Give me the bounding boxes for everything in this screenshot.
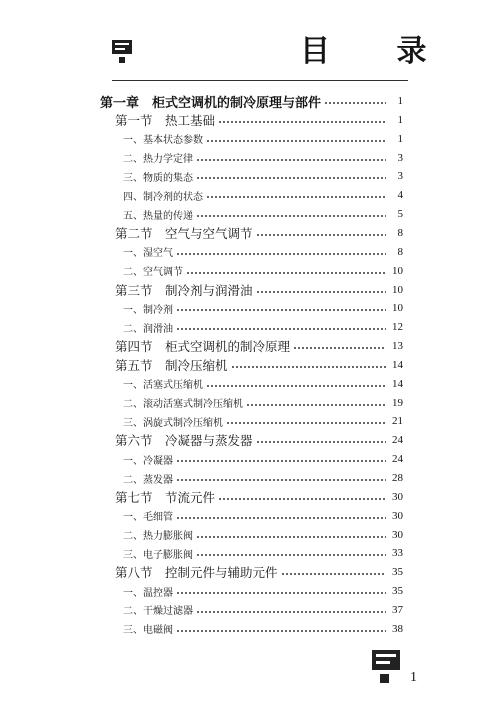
toc-leader-dots	[293, 347, 386, 349]
toc-leader-dots	[196, 159, 386, 161]
toc-entry-page: 30	[392, 509, 403, 522]
toc-entry-page: 13	[392, 340, 403, 353]
toc-entry-page: 3	[397, 151, 403, 164]
toc-leader-dots	[196, 554, 386, 556]
toc-entry-page: 30	[392, 490, 403, 503]
toc-entry-title: 第六节 冷凝器与蒸发器	[115, 433, 253, 449]
header-logo-icon	[112, 40, 134, 66]
toc-section-entry[interactable]	[115, 562, 403, 582]
toc-section-entry[interactable]	[115, 223, 403, 243]
toc-subsection-entry[interactable]	[123, 393, 403, 413]
toc-subsection-entry[interactable]	[123, 619, 403, 639]
toc-entry-page: 1	[397, 132, 403, 145]
toc-leader-dots	[256, 441, 386, 443]
toc-chapter-entry[interactable]	[100, 91, 403, 111]
toc-entry-title: 一、湿空气	[123, 248, 173, 260]
toc-subsection-entry[interactable]	[123, 525, 403, 545]
toc-subsection-entry[interactable]	[123, 185, 403, 205]
toc-leader-dots	[176, 630, 386, 632]
toc-entry-title: 五、热量的传递	[123, 210, 193, 222]
toc-entry-title: 一、制冷剂	[123, 304, 173, 316]
toc-entry-title: 二、热力膨胀阀	[123, 531, 193, 543]
toc-leader-dots	[281, 573, 386, 575]
toc-leader-dots	[226, 422, 386, 424]
toc-subsection-entry[interactable]	[123, 242, 403, 262]
toc-entry-title: 第四节 柜式空调机的制冷原理	[115, 339, 291, 355]
toc-entry-title: 一、冷凝器	[123, 455, 173, 467]
toc-leader-dots	[206, 196, 386, 198]
toc-leader-dots	[256, 234, 386, 236]
toc-entry-title: 二、热力学定律	[123, 154, 193, 166]
toc-entry-title: 二、干燥过滤器	[123, 606, 193, 618]
toc-subsection-entry[interactable]	[123, 374, 403, 394]
toc-leader-dots	[231, 366, 386, 368]
toc-entry-page: 24	[392, 453, 403, 466]
toc-section-entry[interactable]	[115, 430, 403, 450]
toc-entry-title: 第五节 制冷压缩机	[115, 357, 228, 373]
toc-section-entry[interactable]	[115, 487, 403, 507]
toc-leader-dots	[176, 517, 386, 519]
toc-entry-title: 一、基本状态参数	[123, 135, 203, 147]
title-rule	[112, 80, 408, 81]
toc-leader-dots	[176, 328, 386, 330]
toc-entry-title: 三、电子膨胀阀	[123, 549, 193, 561]
toc-entry-page: 38	[392, 622, 403, 635]
toc-entry-page: 12	[392, 321, 403, 334]
toc-section-entry[interactable]	[115, 336, 403, 356]
toc-section-entry[interactable]	[115, 110, 403, 130]
toc-entry-page: 33	[392, 547, 403, 560]
toc-entry-page: 19	[392, 396, 403, 409]
toc-subsection-entry[interactable]	[123, 298, 403, 318]
toc-entry-page: 5	[397, 208, 403, 221]
toc-subsection-entry[interactable]	[123, 543, 403, 563]
toc-subsection-entry[interactable]	[123, 148, 403, 168]
toc-entry-page: 10	[392, 283, 403, 296]
toc-subsection-entry[interactable]	[123, 204, 403, 224]
toc-leader-dots	[196, 177, 386, 179]
toc-leader-dots	[218, 121, 386, 123]
toc-leader-dots	[176, 592, 386, 594]
toc-entry-title: 第七节 节流元件	[115, 489, 216, 505]
toc-entry-page: 8	[397, 226, 403, 239]
toc-entry-title: 第一节 热工基础	[115, 112, 216, 128]
toc-entry-title: 二、润滑油	[123, 323, 173, 335]
toc-leader-dots	[196, 536, 386, 538]
toc-entry-title: 第一章 柜式空调机的制冷原理与部件	[100, 95, 322, 111]
toc-entry-page: 1	[397, 113, 403, 126]
toc-leader-dots	[196, 215, 386, 217]
toc-leader-dots	[186, 272, 386, 274]
toc-leader-dots	[176, 479, 386, 481]
toc-leader-dots	[176, 253, 386, 255]
toc-subsection-entry[interactable]	[123, 506, 403, 526]
toc-subsection-entry[interactable]	[123, 166, 403, 186]
toc-leader-dots	[246, 404, 386, 406]
page-title: 目 录	[300, 34, 455, 69]
toc-entry-page: 10	[392, 302, 403, 315]
toc-leader-dots	[196, 611, 386, 613]
toc-entry-page: 10	[392, 264, 403, 277]
toc-entry-page: 14	[392, 377, 403, 390]
toc-entry-title: 二、蒸发器	[123, 474, 173, 486]
toc-leader-dots	[206, 140, 386, 142]
toc-subsection-entry[interactable]	[123, 468, 403, 488]
toc-entry-title: 一、活塞式压缩机	[123, 380, 203, 392]
toc-subsection-entry[interactable]	[123, 261, 403, 281]
toc-section-entry[interactable]	[115, 280, 403, 300]
toc-entry-page: 3	[397, 170, 403, 183]
toc-leader-dots	[176, 460, 386, 462]
toc-entry-page: 28	[392, 472, 403, 484]
toc-subsection-entry[interactable]	[123, 600, 403, 620]
toc-entry-page: 30	[392, 528, 403, 541]
toc-entry-page: 37	[392, 603, 403, 616]
toc-subsection-entry[interactable]	[123, 581, 403, 601]
toc-entry-title: 第八节 控制元件与辅助元件	[115, 565, 278, 581]
toc-leader-dots	[256, 291, 386, 293]
toc-entry-title: 第三节 制冷剂与润滑油	[115, 282, 253, 298]
toc-entry-page: 24	[392, 434, 403, 447]
toc-entry-title: 一、毛细管	[123, 512, 173, 524]
toc-entry-title: 四、制冷剂的状态	[123, 191, 203, 203]
toc-leader-dots	[218, 498, 386, 500]
toc-entry-page: 4	[397, 189, 403, 202]
toc-entry-page: 8	[397, 245, 403, 258]
toc-entry-title: 二、空气调节	[123, 267, 183, 279]
toc-entry-title: 三、物质的集态	[123, 172, 193, 184]
toc-leader-dots	[206, 385, 386, 387]
toc-subsection-entry[interactable]	[123, 411, 403, 431]
toc-entry-page: 14	[392, 358, 403, 371]
toc-subsection-entry[interactable]	[123, 449, 403, 469]
toc-entry-title: 一、温控器	[123, 587, 173, 599]
toc-entry-title: 二、滚动活塞式制冷压缩机	[123, 399, 243, 411]
toc-leader-dots	[324, 102, 386, 104]
footer-logo-icon	[372, 650, 402, 684]
toc-entry-title: 三、涡旋式制冷压缩机	[123, 417, 223, 429]
page-number: 1	[410, 670, 417, 685]
toc-entry-page: 35	[392, 585, 403, 598]
toc-entry-title: 三、电磁阀	[123, 625, 173, 637]
toc-entry-title: 第二节 空气与空气调节	[115, 225, 253, 241]
toc-entry-page: 21	[392, 415, 403, 428]
toc-entry-page: 35	[392, 566, 403, 579]
toc-leader-dots	[176, 309, 386, 311]
toc-entry-page: 1	[397, 95, 403, 107]
toc-section-entry[interactable]	[115, 355, 403, 375]
toc-subsection-entry[interactable]	[123, 317, 403, 337]
toc-subsection-entry[interactable]	[123, 129, 403, 149]
